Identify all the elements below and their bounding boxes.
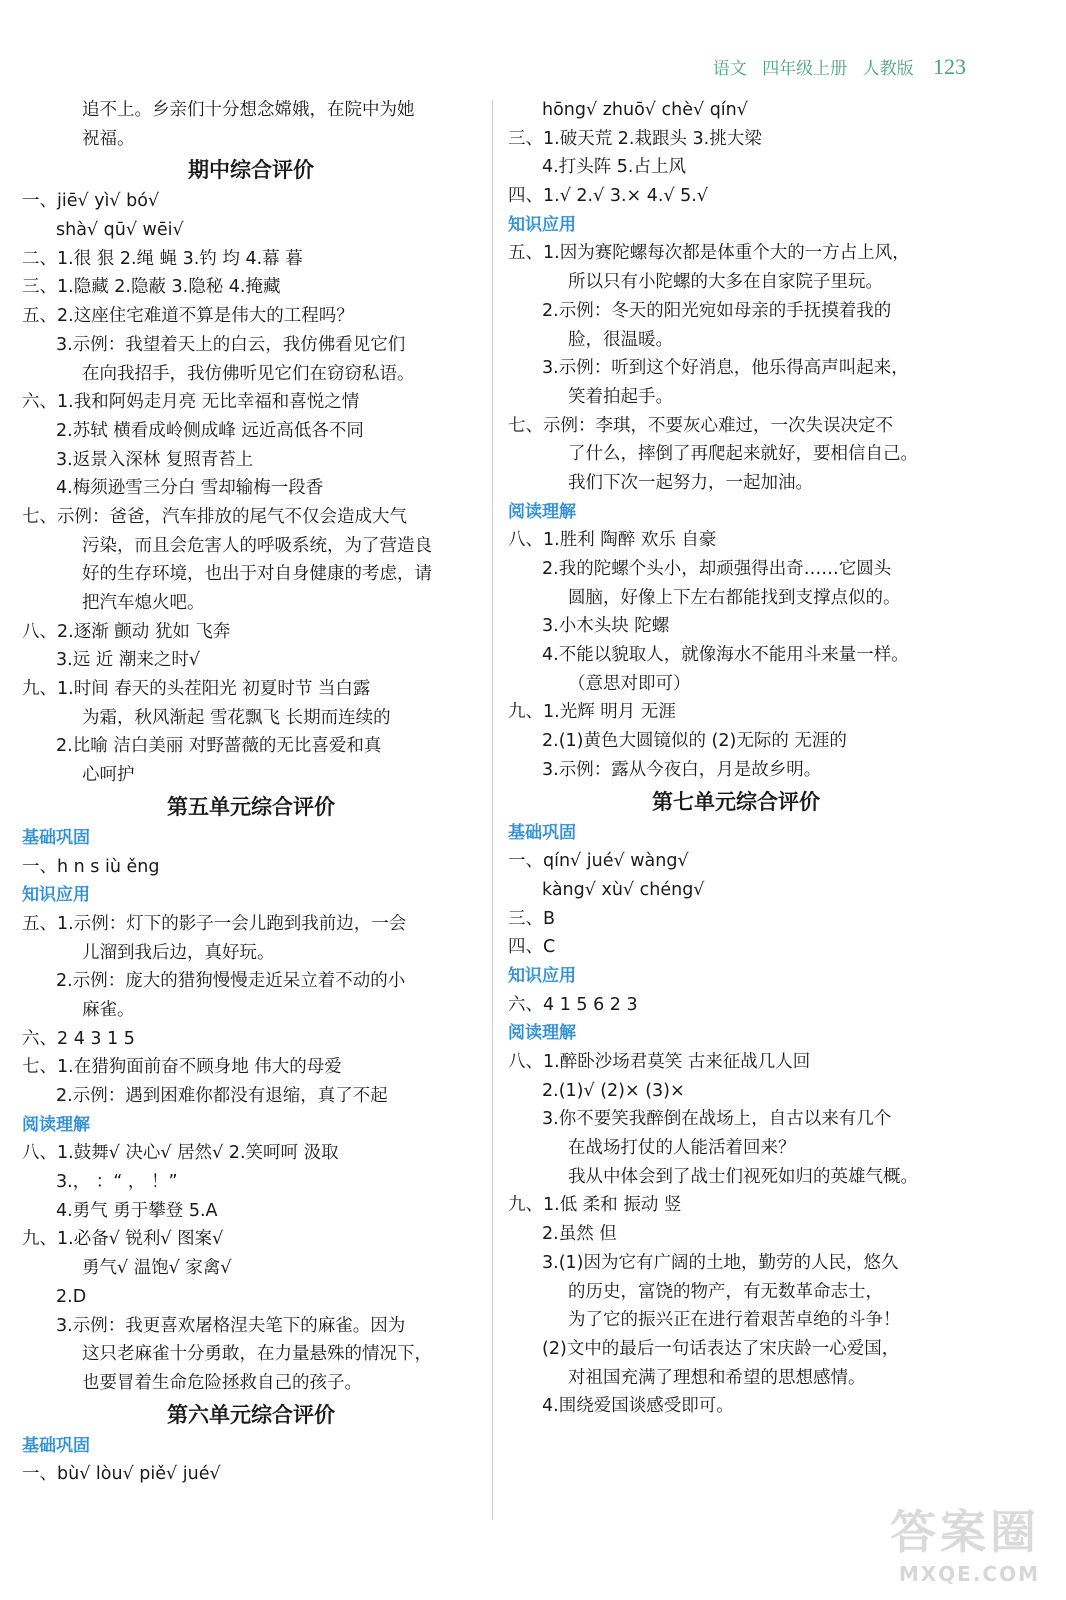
answer-line: 3.， ：“ ， ！” [56,1172,178,1193]
answer-line: 三、1.隐藏 2.隐蔽 3.隐秘 4.掩藏 [22,277,281,298]
answer-line: 2.示例：遇到困难你都没有退缩，真了不起 [56,1086,388,1106]
answer-line: kàng√ xù√ chéng√ [542,879,705,900]
answer-line: 六、1.我和阿妈走月亮 无比幸福和喜悦之情 [22,392,360,413]
answer-line: 祝福。 [82,128,135,149]
watermark-url: MXQE.COM [898,1562,1040,1586]
answer-line: 八、1.鼓舞√ 决心√ 居然√ 2.笑呵呵 汲取 [22,1143,339,1164]
subsection-label: 基础巩固 [22,827,90,848]
answer-line: 为了它的振兴正在进行着艰苦卓绝的斗争！ [568,1310,901,1331]
answer-line: 了什么，摔倒了再爬起来就好，要相信自己。 [568,444,918,465]
answer-line: 八、1.醉卧沙场君莫笑 古来征战几人回 [508,1052,811,1072]
subsection-label: 基础巩固 [22,1435,90,1456]
answer-line: 2.示例：庞大的猎狗慢慢走近呆立着不动的小 [56,971,406,992]
answer-line: 六、4 1 5 6 2 3 [508,994,638,1015]
answer-line: 三、1.破天荒 2.栽跟头 3.挑大梁 [508,128,762,149]
answer-line: 五、1.因为赛陀螺每次都是体重个大的一方占上风， [508,243,910,264]
answer-line: 污染，而且会危害人的呼吸系统，为了营造良 [82,535,432,556]
subject-label: 语文 [712,59,747,79]
answer-line: 一、qín√ jué√ wàng√ [508,851,689,872]
answer-line: 一、bù√ lòu√ piě√ jué√ [22,1464,221,1485]
answer-line: shà√ qū√ wēi√ [56,220,184,241]
subsection-label: 阅读理解 [22,1114,90,1135]
answer-line: 九、1.必备√ 锐利√ 图案√ [22,1229,224,1250]
section-title: 第六单元综合评价 [167,1402,335,1427]
answer-line: 勇气√ 温饱√ 家禽√ [82,1258,232,1279]
answer-line: 在战场打仗的人能活着回来？ [568,1138,796,1159]
answer-line: 八、2.逐渐 颤动 犹如 飞奔 [22,621,231,642]
answer-line: 四、1.√ 2.√ 3.× 4.√ 5.√ [508,186,709,207]
answer-line: 一、h n s iù ěng [22,856,160,877]
answer-line: 七、示例：爸爸，汽车排放的尾气不仅会造成大气 [22,506,407,527]
page-number: 123 [933,54,966,79]
answer-line: 我们下次一起努力，一起加油。 [568,472,813,493]
answer-line: 我从中体会到了战士们视死如归的英雄气概。 [568,1166,918,1187]
answer-line: 2.(1)√ (2)× (3)× [542,1080,685,1101]
answer-line: 2.(1)黄色大圆镜似的 (2)无际的 无涯的 [542,731,847,752]
answer-line: 3.示例：我更喜欢屠格涅夫笔下的麻雀。因为 [56,1315,406,1336]
answer-line: 2.虽然 但 [542,1224,617,1245]
subsection-label: 基础巩固 [508,822,576,843]
answer-line: 七、示例：李琪，不要灰心难过，一次失误决定不 [508,415,893,436]
answer-line: 3.你不要笑我醉倒在战场上，自古以来有几个 [542,1109,892,1130]
answer-line: hōng√ zhuō√ chè√ qín√ [542,100,748,120]
answer-line: 三、B [508,908,556,929]
answer-line: 所以只有小陀螺的大多在自家院子里玩。 [568,272,883,293]
answer-line: 麻雀。 [82,999,135,1020]
answer-line: 4.围绕爱国谈感受即可。 [542,1396,734,1417]
answer-line: 4.勇气 勇于攀登 5.A [56,1200,218,1221]
answer-line: 五、2.这座住宅难道不算是伟大的工程吗？ [22,306,354,327]
answer-line: 2.D [56,1286,87,1307]
answer-line: 这只老麻雀十分勇敢，在力量悬殊的情况下， [82,1344,432,1365]
right-column [508,96,964,1421]
edition-label: 人教版 [862,59,914,79]
answer-line: 3.小木头块 陀螺 [542,616,670,637]
answer-line: 3.示例：我望着天上的白云，我仿佛看见它们 [56,334,406,355]
answer-line: 3.返景入深林 复照青苔上 [56,449,254,470]
answer-line: 4.打头阵 5.占上风 [542,157,686,178]
subsection-label: 阅读理解 [508,1023,576,1044]
section-title: 第五单元综合评价 [167,794,335,819]
column-divider [492,100,493,1520]
answer-line: 的历史，富饶的物产，有无数革命志士， [568,1281,883,1302]
section-title: 第七单元综合评价 [652,789,820,814]
subsection-label: 知识应用 [508,965,576,986]
watermark-logo: 答案圈 [890,1505,1040,1559]
answer-line: (2)文中的最后一句话表达了宋庆龄一心爱国， [542,1338,900,1359]
subsection-label: 知识应用 [22,885,90,906]
answer-line: 2.比喻 洁白美丽 对野蔷薇的无比喜爱和真 [56,736,382,757]
answer-line: 六、2 4 3 1 5 [22,1028,135,1049]
answer-line: 3.示例：露从今夜白，月是故乡明。 [542,759,822,780]
grade-label: 四年级上册 [762,59,848,79]
page-header [703,54,966,80]
answer-line: 心呵护 [82,765,135,786]
left-column [22,96,480,1489]
answer-line: 一、jiē√ yì√ bó√ [22,191,160,212]
answer-line: 四、C [508,937,556,958]
answer-line: 对祖国充满了理想和希望的思想感情。 [568,1367,866,1388]
answer-line: （意思对即可） [568,673,691,694]
answer-line: 3.示例：听到这个好消息，他乐得高声叫起来， [542,358,909,379]
answer-line: 笑着拍起手。 [568,386,673,407]
answer-line: 七、1.在猎狗面前奋不顾身地 伟大的母爱 [22,1057,342,1078]
answer-line: 也要冒着生命危险拯救自己的孩子。 [82,1372,362,1393]
section-title: 期中综合评价 [188,158,314,183]
answer-line: 八、1.胜利 陶醉 欢乐 自豪 [508,530,717,551]
answer-line: 好的生存环境，也出于对自身健康的考虑，请 [82,564,432,585]
answer-line: 2.我的陀螺个头小，却顽强得出奇……它圆头 [542,559,892,579]
answer-line: 追不上。乡亲们十分想念嫦娥，在院中为她 [82,100,415,120]
answer-line: 4.梅须逊雪三分白 雪却输梅一段香 [56,478,324,499]
answer-line: 九、1.时间 春天的头茬阳光 初夏时节 当白露 [22,679,371,700]
answer-line: 九、1.光辉 明月 无涯 [508,702,676,723]
answer-line: 九、1.低 柔和 振动 竖 [508,1195,682,1216]
answer-line: 3.远 近 潮来之时√ [56,650,200,671]
answer-line: 二、1.很 狠 2.绳 蝇 3.钓 均 4.幕 暮 [22,248,303,269]
answer-line: 为霜，秋风渐起 雪花飘飞 长期而连续的 [82,707,391,728]
subsection-label: 知识应用 [508,214,576,235]
answer-line: 3.(1)因为它有广阔的土地，勤劳的人民，悠久 [542,1252,899,1273]
answer-line: 儿溜到我后边，真好玩。 [82,942,275,963]
answer-line: 2.苏轼 横看成岭侧成峰 远近高低各不同 [56,420,364,441]
answer-line: 把汽车熄火吧。 [82,593,205,613]
watermark [890,1496,1040,1586]
answer-line: 五、1.示例：灯下的影子一会儿跑到我前边，一会 [22,913,407,934]
answer-line: 在向我招手，我仿佛听见它们在窃窃私语。 [82,363,415,384]
answer-line: 2.示例：冬天的阳光宛如母亲的手抚摸着我的 [542,300,892,321]
subsection-label: 阅读理解 [508,501,576,522]
answer-line: 圆脑，好像上下左右都能找到支撑点似的。 [568,587,901,608]
answer-line: 4.不能以貌取人，就像海水不能用斗来量一样。 [542,645,909,666]
answer-line: 脸，很温暖。 [568,329,673,350]
